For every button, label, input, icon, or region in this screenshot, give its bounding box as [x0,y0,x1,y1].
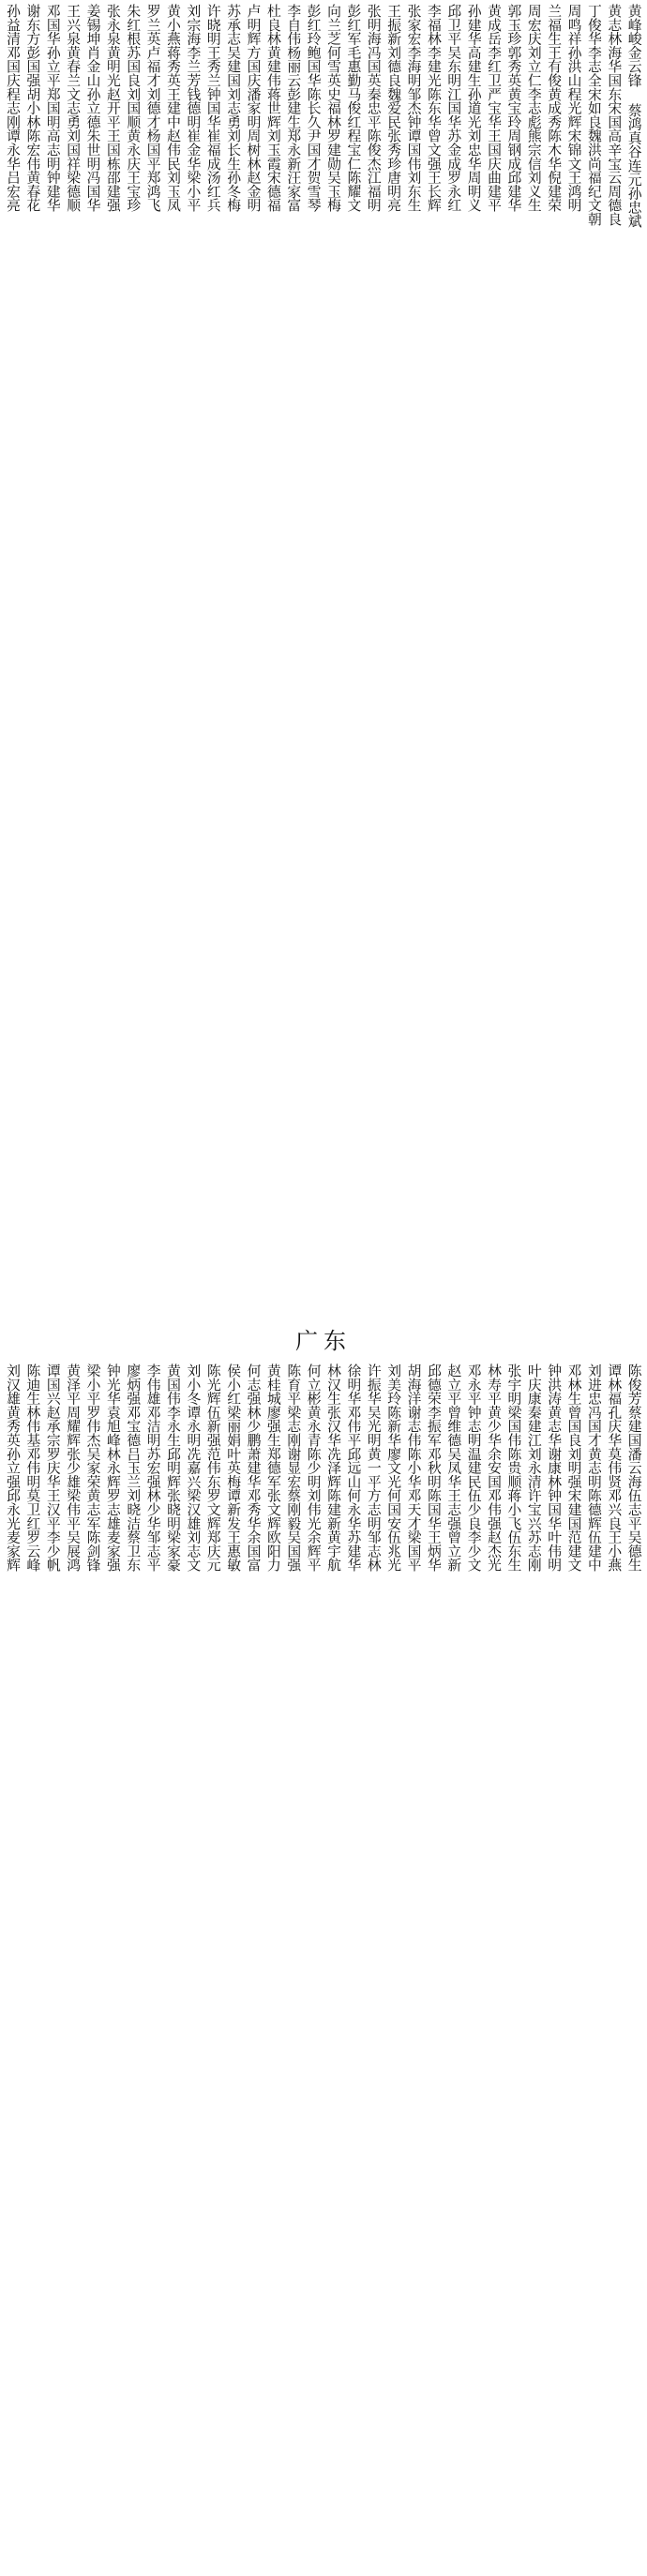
name-column: 邓国华孙立平郑国明高志明钟建华 [44,4,61,212]
name-column: 孙益清邓国庆程志刚谭永华吕宏亮 [5,4,21,212]
name-column: 许晓明王秀兰钟国华崔福成汤红兵 [204,4,221,212]
name-column: 彭红军毛惠勤马俊红程宝仁陈耀文 [345,4,362,212]
name-column: 赵立平曾维德吴凤华王志强曾立新 [445,1363,462,1572]
name-column: 黄小燕蒋秀英王建中赵伟民刘玉凤 [165,4,181,212]
name-column: 李自伟杨丽云彭建生郑永新汪家富 [285,4,302,212]
name-column: 侯小红梁丽娟叶英梅谭新发王惠敏 [225,1363,242,1572]
name-column: 孙建华高建生孙道光刘忠华周明义 [465,4,482,212]
name-column: 廖炳强邓宝德吕玉兰刘晓洁蔡卫东 [125,1363,142,1572]
name-column: 谭国兴赵承宗罗庆华王汉平李少帆 [44,1363,61,1572]
name-column: 刘汉雄黄秀英孙立强邱永光麦家辉 [5,1363,21,1572]
name-column: 刘美玲陈新华廖文光何国安伍兆光 [385,1363,402,1572]
name-column: 兰福生王有俊黄成秀陈木华倪建荣 [546,4,563,212]
name-column: 丁俊华李志全宋如良魏洪尚福纪文朝 [585,4,602,226]
name-column: 钟光华袁旭峰林永辉罗志雄麦家强 [104,1363,121,1572]
name-column: 苏承志吴建国刘志勇刘长生孙冬梅 [225,4,242,212]
name-column: 张永泉黄明光赵开平王国栋邵建强 [104,4,121,212]
name-column: 朱红根苏国良刘国顺黄永庆王宝珍 [125,4,142,212]
name-column: 邓永平钟志明温建民伍少良李少文 [465,1363,482,1572]
name-column: 谭林福孔庆华莫伟贤邓兴良王小燕 [606,1363,623,1572]
name-column: 李福林李建光陈东华曾文强王长辉 [425,4,442,212]
name-column: 何立彬黄永青陈少明刘伟光余辉平 [305,1363,322,1572]
name-column: 陈迪生林伟基邓伟明莫卫红罗云峰 [24,1363,41,1572]
name-column: 钟洪涛黄志华谢康林钟国华叶伟明 [546,1363,563,1572]
name-column: 叶庆康秦建江刘永清许宝兴苏志刚 [525,1363,542,1572]
name-column: 梁小平罗伟杰吴家荣黄志军陈剑锋 [84,1363,101,1572]
name-column: 胡海洋谢志伟陈小华邓天才梁国平 [405,1363,422,1572]
name-column: 姜锡坤肖金山孙立德朱世明冯国华 [84,4,101,212]
name-column: 黄峰峻金云锋 蔡鸿真谷连元孙忠斌 [625,4,642,228]
name-column: 林寿平黄少华余安国邓伟强赵杰光 [486,1363,502,1572]
name-column: 周宏庆刘立仁李志彪熊宗信刘义生 [525,4,542,212]
name-column: 陈育平梁志刚谢显宏蔡刚毅吴国强 [285,1363,302,1572]
name-column: 黄志林海华国东宋国高辛宝云周德良 [606,4,623,226]
name-column: 彭红玲鲍国华陈长久尹国才贺雪琴 [305,4,322,212]
name-column: 刘小冬谭永明冼嘉兴梁汉雄刘志文 [185,1363,202,1572]
name-column: 李伟雄邓洁明苏宏强林少华邹志平 [144,1363,161,1572]
name-column: 杜良林黄建伟蒋世辉刘玉霞宋德福 [264,4,281,212]
name-column: 罗兰英卢福才刘德才杨国平郑鸿飞 [144,4,161,212]
name-column: 邓林生曾国良刘明强宋建国范建文 [565,1363,582,1572]
name-column: 刘宗海李兰芳钱德明崔金华梁小平 [185,4,202,212]
name-column: 徐明华邓伟平邱远山何永华苏建华 [345,1363,362,1572]
name-column: 黄成岳李红卫严宝华王国庆曲建平 [486,4,502,212]
name-column: 周鸣祥孙洪山程光辉宋锦文王鸿明 [565,4,582,212]
name-column: 邱卫平吴东明江国华苏金成罗永红 [445,4,462,212]
name-column: 向兰芝何雪英史福林罗建勋吴玉梅 [325,4,341,212]
bottom-name-block [6,1363,641,2573]
name-column: 卢明辉方国庆潘家明周树林赵金明 [245,4,262,212]
name-column: 黄泽平周耀辉张少雄梁伟平吴展鸿 [65,1363,82,1572]
name-column: 张家宏李海明邹杰钟谭国伟刘东生 [405,4,422,212]
name-column: 林汉生张汉华冼泽辉陈建新黄宇航 [325,1363,341,1572]
name-column: 郭玉珍郭秀英黄宝玲周钢成邱建华 [505,4,522,212]
name-column: 张明海冯国英秦忠平陈俊杰江福明 [365,4,382,212]
name-column: 谢东方彭国强胡小林陈宏伟黄春花 [24,4,41,212]
name-column: 刘进忠冯国才黄志明陈德辉伍建中 [585,1363,602,1572]
name-column: 王振新刘德良魏爱民张秀珍唐明亮 [385,4,402,212]
name-column: 陈俊芳蔡建国潘云海伍志平吴德生 [625,1363,642,1572]
name-column: 张宇明梁国伟陈贵顺蒋小飞伍东生 [505,1363,522,1572]
top-name-block [6,4,641,1318]
name-column: 王兴泉黄春兰文志勇刘国祥梁德顺 [65,4,82,212]
name-column: 何志强林少鹏萧建华邓秀华余国富 [245,1363,262,1572]
name-column: 黄桂城廖强生郑德军张文辉欧阳力 [264,1363,281,1572]
name-column: 黄国伟李永生邱明辉张晓明梁家豪 [165,1363,181,1572]
name-column: 邱德荣李振军邓秋明陈国华王炳华 [425,1363,442,1572]
name-column: 许振华吴光明黄一平方志明邹志林 [365,1363,382,1572]
section-heading-guangdong: 广东 [295,1328,352,1354]
name-column: 陈光辉伍新强范伟东罗文辉郑庆元 [204,1363,221,1572]
